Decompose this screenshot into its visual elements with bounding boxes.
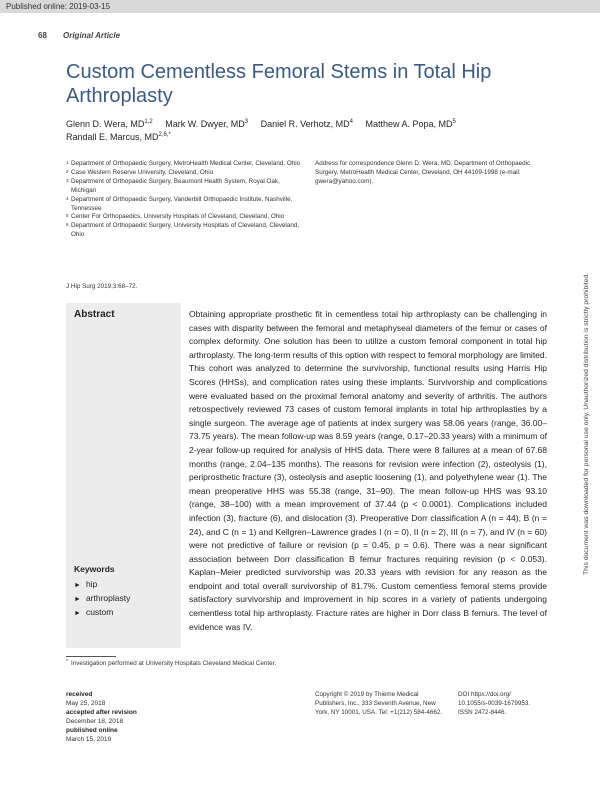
keyword-item: ► custom [74, 607, 114, 618]
doi-number: 10.1055/s-0039-1679953. [458, 699, 531, 707]
article-type: Original Article [63, 31, 121, 40]
abstract-body: Obtaining appropriate prosthetic fit in cementless total hip arthroplasty can be challenging in cases with disparity between the femoral and metaphyseal diameters of the femur or cases of complex deformity. One solution has been to utilize a custom femoral component in total hip arthroplasty. The long-term results of this option with respect to femoral morphology are limited. This cohort was analyzed to determine the survivorship, functional results using Harris Hip Scores (HHSs), and complication rates using these implants. Survivorship and complications were evaluated based on the proximal femoral anatomy and severity of arthritis. The authors retrospectively reviewed 73 cases of custom femoral implants in total hip arthroplasties by a single surgeon. The average age of patients at index surgery was 58.06 years (range, 36.00–73.75 years). The mean follow-up was 8.59 years (range, 0.17–20.33 years) with a minimum of 2-year follow-up required for analysis of HHS data. There were 8 failures at a mean of 67.68 months (range, 2.04–135 months). The reasons for revision were infection (2), osteolysis (1), periprosthetic fracture (3), osteolysis and aseptic loosening (1), and polyethylene wear (1). The mean preoperative HHS was 55.38 (range, 31–90). The mean follow-up HHS was 93.10 (range, 38–100) with a mean improvement of 37.44 (p < 0.0001). Complications included infection (3), fracture (6), and dislocation (3). Preoperative Dorr classification A (n = 44), B (n = 24), and C (n = 1) and Kellgren–Lawrence grades I (n = 0), II (n = 2), III (n = 7), and IV (n = 60) were not predictive of failure or revision (p = 0.45, p = 0.6). There was a near significant association between Dorr classification B femur fractures requiring revision (p < 0.053). Kaplan–Meier predicted survivorship was 20.33 years with revision for any reason as the endpoint and total overall survivorship of 81.7%. Custom cementless femoral stems provide satisfactory survivorship and improvement in hip scores in a variety of patients undergoing cementless total hip arthroplasty. Fracture rates are higher in Dorr class B femurs. The level of evidence was IV. [189, 309, 547, 632]
author-list [66, 118, 536, 144]
journal-citation: J Hip Surg 2019;3:68–72. [66, 283, 138, 290]
author: Glenn D. Wera, MD$^{1,2}$ [66, 119, 153, 129]
affiliation: 3 Department of Orthopaedic Surgery, Beaumont Health System, Royal Oak, Michigan [66, 177, 280, 194]
keywords-list [74, 578, 130, 621]
keyword-item: ► arthroplasty [74, 593, 131, 604]
abstract-heading: Abstract [74, 309, 115, 320]
article-title: Custom Cementless Femoral Stems in Total Hip Arthroplasty [66, 61, 492, 107]
published-online-text: Published online: 2019-03-15 [6, 2, 111, 11]
author: Matthew A. Popa, $MD^5$ [365, 119, 456, 129]
accepted-label: accepted after revision [66, 708, 137, 716]
side-disclaimer [583, 215, 595, 575]
keywords-heading: Keywords [74, 564, 115, 574]
affiliation: 4 Department of Orthopaedic Surgery, Vanderbilt Orthopaedic Institute, Nashville, Tennessee [66, 195, 293, 212]
issn: ISSN 2472-8446. [458, 708, 507, 716]
published-date: March 15, 2019 [66, 735, 112, 743]
received-label: received [66, 691, 93, 698]
arrow-right-icon: ► [74, 596, 81, 604]
affiliation: 6 Department of Orthopaedic Surgery, University Hospitals of Cleveland, Cleveland, Ohio [66, 222, 300, 239]
affiliations [66, 160, 306, 240]
correspondence-address: Address for correspondence Glenn D. Wera, MD, Department of Orthopaedic Surgery, MetroHealth Medical Center, Cleveland, OH 44109-1998 (e-mail: gwera@yahoo.com). [315, 160, 531, 185]
author: Daniel R. Verhotz, $MD^4$ [260, 119, 353, 129]
arrow-right-icon: ► [74, 582, 81, 589]
affiliation: 2 Case Western Reserve University, Cleveland, Ohio [66, 168, 214, 176]
author: Randall E. Marcus, $MD^{2,6,*}$ [66, 132, 171, 142]
affiliation: 5 Center For Orthopaedics, University Hospitals of Cleveland, Cleveland, Ohio [66, 213, 285, 221]
published-label: published online [66, 726, 118, 734]
footnote: * Investigation performed at University Hospitals Cleveland Medical Center. [66, 659, 277, 667]
author: Mark W. Dwyer, $MD^3$ [165, 119, 249, 129]
accepted-date: December 18, 2018 [66, 717, 124, 725]
article-dates [66, 691, 206, 744]
keyword-item: ► hip [74, 579, 98, 589]
arrow-right-icon: ► [74, 610, 81, 618]
doi-link[interactable]: DOI https://doi.org/ [458, 691, 511, 698]
page-number: 68 [38, 31, 47, 40]
received-date: May 25, 2018 [66, 699, 106, 707]
copyright-notice: Copyright © 2019 by Thieme Medical Publishers, Inc., 333 Seventh Avenue, New York, NY 10001, USA. Tel: +1(212) 584-4662. [315, 691, 443, 716]
doi-block [458, 691, 558, 718]
footnote-divider [66, 656, 116, 657]
side-disclaimer-text: This document was downloaded for personal use only. Unauthorized distribution is strictly prohibited. [583, 272, 590, 575]
affiliation: 1 Department of Orthopaedic Surgery, MetroHealth Medical Center, Cleveland, Ohio [66, 160, 301, 167]
